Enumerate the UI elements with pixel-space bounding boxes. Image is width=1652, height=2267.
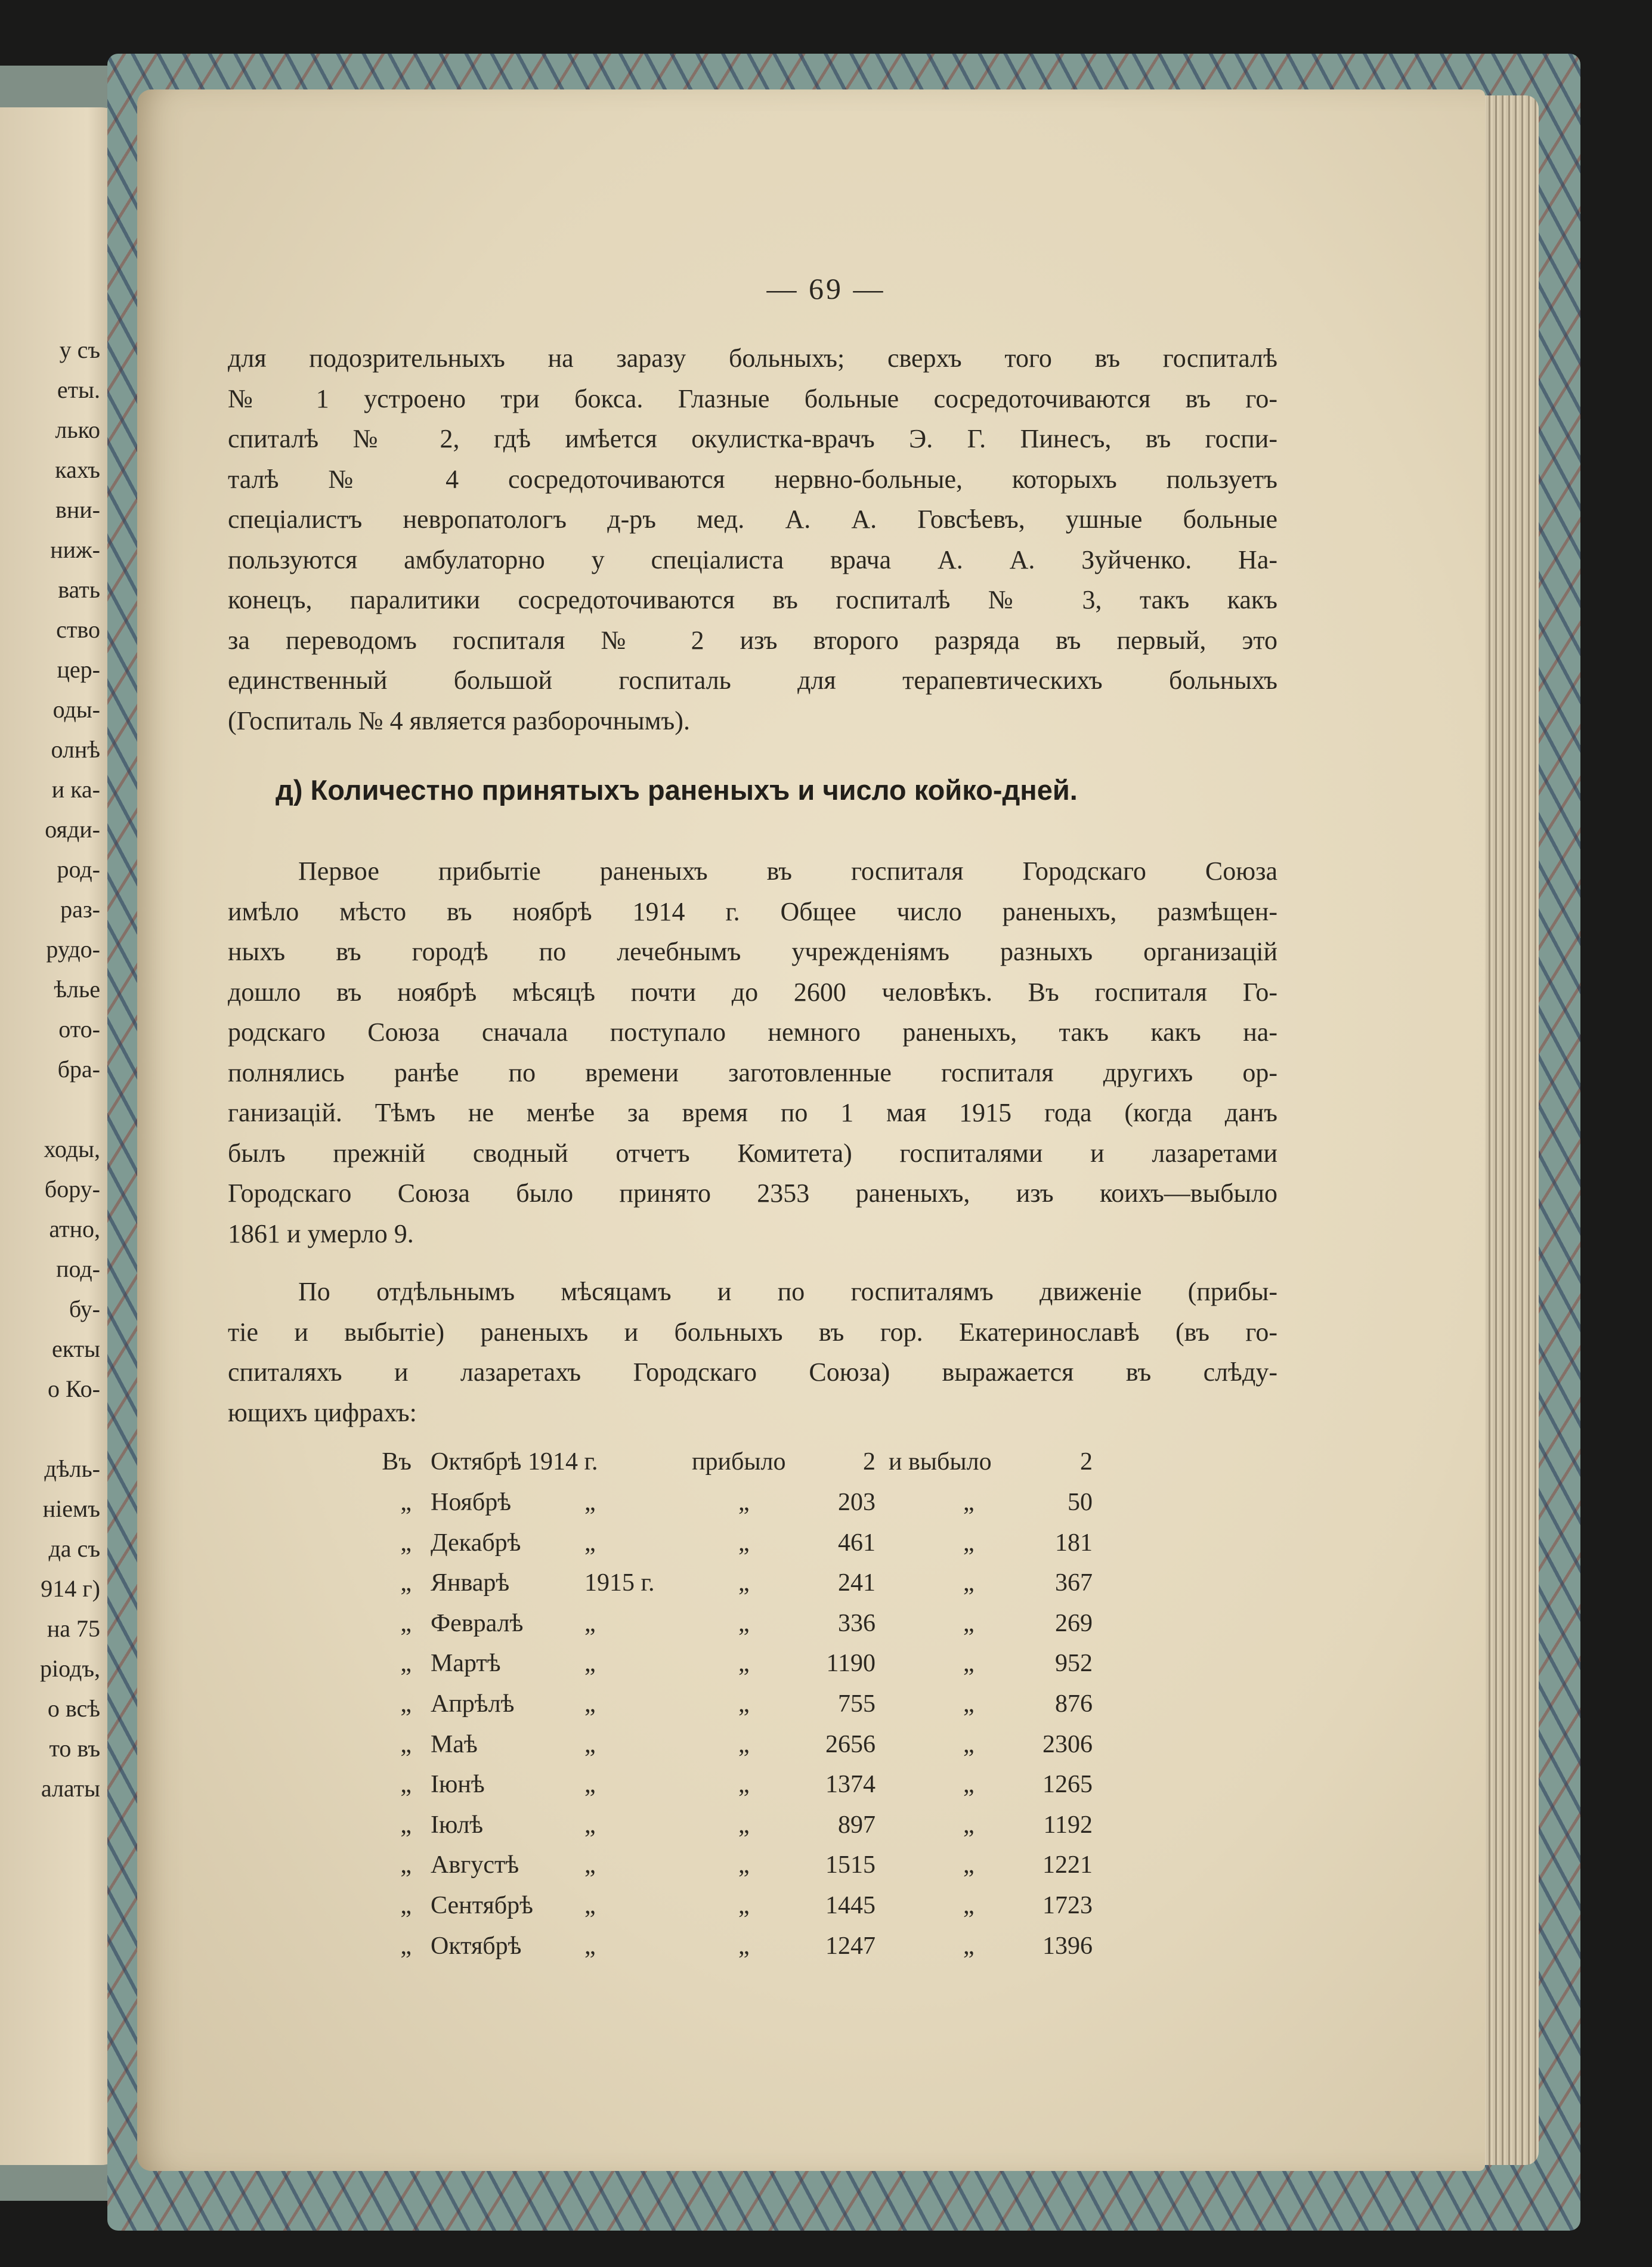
- ditto-mark: „: [400, 1650, 412, 1678]
- ditto-mark: „: [584, 1489, 596, 1516]
- left-page-text-fragment: бу-: [69, 1295, 100, 1322]
- table-row: [0, 1805, 1652, 1845]
- text-line: 1861 и умерло 9.: [228, 1218, 414, 1248]
- table-row: [0, 1523, 1652, 1563]
- table-row: [0, 1725, 1652, 1764]
- left-page-text-fragment: да съ: [48, 1535, 100, 1562]
- departed-value: 50: [1068, 1489, 1093, 1516]
- left-page-text-fragment: у съ: [59, 336, 100, 363]
- ditto-mark: „: [738, 1811, 750, 1839]
- arrived-value: 1445: [825, 1892, 876, 1919]
- ditto-mark: „: [400, 1489, 412, 1516]
- departed-value: 1221: [1042, 1851, 1093, 1879]
- ditto-mark: „: [584, 1609, 596, 1637]
- left-page-text-fragment: екты: [51, 1335, 100, 1362]
- table-month: Январѣ: [431, 1569, 510, 1597]
- arrived-value: 461: [838, 1529, 876, 1557]
- text-line: ныхъ въ городѣ по лечебнымъ учрежденіямъ разныхъ организацій: [228, 937, 1277, 966]
- text-line: ющихъ цифрахъ:: [228, 1397, 417, 1427]
- table-row: [0, 1604, 1652, 1643]
- ditto-mark: „: [400, 1730, 412, 1758]
- left-page-text-fragment: и ка-: [51, 776, 100, 803]
- text-line: пользуются амбулаторно у спеціалиста врача А. А. Зуйченко. На-: [228, 545, 1277, 574]
- table-month: Февралѣ: [431, 1609, 524, 1637]
- left-page-text-fragment: раз-: [60, 896, 100, 923]
- ditto-mark: „: [584, 1529, 596, 1557]
- text-line: родскаго Союза сначала поступало немного раненыхъ, такъ какъ на-: [228, 1017, 1277, 1047]
- page-number: — 69 —: [766, 272, 886, 305]
- departed-value: 2306: [1042, 1730, 1093, 1758]
- ditto-mark: „: [963, 1811, 975, 1839]
- left-page-text-fragment: на 75: [47, 1615, 100, 1642]
- text-line: за переводомъ госпиталя № 2 изъ второго разряда въ первый, это: [228, 625, 1277, 655]
- ditto-mark: „: [738, 1932, 750, 1960]
- table-month: Октябрѣ 1914 г.: [431, 1448, 598, 1476]
- left-page-text-fragment: о всѣ: [47, 1695, 100, 1722]
- text-line: По отдѣльнымъ мѣсяцамъ и по госпиталямъ движеніе (прибы-: [298, 1277, 1277, 1306]
- ditto-mark: „: [738, 1489, 750, 1516]
- left-page-text-fragment: оды-: [52, 696, 100, 723]
- table-month: Сентябрѣ: [431, 1892, 533, 1919]
- ditto-mark: „: [963, 1932, 975, 1960]
- table-month: Мартѣ: [431, 1650, 501, 1678]
- left-page-text-fragment: цер-: [57, 656, 100, 683]
- left-page-text-fragment: 914 г): [41, 1575, 100, 1602]
- departed-value: 269: [1055, 1609, 1093, 1637]
- text-line: спеціалистъ невропатологъ д-ръ мед. А. А. Говсѣевъ, ушные больные: [228, 505, 1277, 534]
- text-line: тіе и выбытіе) раненыхъ и больныхъ въ гор. Екатеринославѣ (въ го-: [228, 1317, 1277, 1347]
- section-heading: д) Количестно принятыхъ раненыхъ и число койко-дней.: [276, 774, 1078, 806]
- left-page-text-fragment: дѣль-: [44, 1455, 100, 1482]
- text-line: Городскаго Союза было принято 2353 раненыхъ, изъ коихъ—выбыло: [228, 1179, 1277, 1208]
- left-page-text-fragment: бра-: [57, 1056, 100, 1083]
- left-page-text-fragment: вать: [58, 576, 100, 603]
- left-page-text-fragment: ніемъ: [42, 1495, 100, 1522]
- text-line: Первое прибытіе раненыхъ въ госпиталя Городскаго Союза: [298, 856, 1277, 886]
- left-page-text-fragment: лько: [55, 416, 100, 443]
- left-page-text-fragment: атно,: [49, 1216, 100, 1242]
- arrived-value: 1374: [825, 1771, 876, 1799]
- left-page-text-fragment: под-: [56, 1255, 100, 1282]
- ditto-mark: „: [584, 1771, 596, 1799]
- ditto-mark: „: [963, 1569, 975, 1597]
- arrived-value: 2: [863, 1448, 876, 1476]
- text-line: талѣ № 4 сосредоточиваются нервно-больные, которыхъ пользуетъ: [228, 464, 1277, 494]
- arrived-label: прибыло: [692, 1448, 786, 1476]
- arrived-value: 897: [838, 1811, 876, 1839]
- ditto-mark: „: [963, 1771, 975, 1799]
- text-line: единственный большой госпиталь для терапевтическихъ больныхъ: [228, 666, 1277, 695]
- departed-value: 367: [1055, 1569, 1093, 1597]
- ditto-mark: „: [584, 1932, 596, 1960]
- table-row: [0, 1886, 1652, 1925]
- arrived-value: 241: [838, 1569, 876, 1597]
- ditto-mark: „: [963, 1730, 975, 1758]
- left-page-text-fragment: вни-: [55, 496, 100, 523]
- table-row: [0, 1845, 1652, 1885]
- ditto-mark: „: [400, 1771, 412, 1799]
- left-page-text-fragment: рудо-: [46, 936, 100, 963]
- left-page-text-fragment: кахъ: [55, 456, 100, 483]
- left-page-text-fragment: ниж-: [50, 536, 100, 563]
- text-line: конецъ, паралитики сосредоточиваются въ госпиталѣ № 3, такъ какъ: [228, 585, 1277, 614]
- left-page-text-fragment: еты.: [57, 376, 100, 403]
- ditto-mark: „: [584, 1811, 596, 1839]
- left-page-text-fragment: ѣлье: [54, 976, 100, 1003]
- text-line: полнялись ранѣе по времени заготовленные госпиталя другихъ ор-: [228, 1057, 1277, 1087]
- table-row: [0, 1926, 1652, 1966]
- left-page-text-fragment: ріодъ,: [40, 1655, 100, 1682]
- ditto-mark: „: [963, 1851, 975, 1879]
- table-month: Іюнѣ: [431, 1771, 485, 1799]
- ditto-mark: „: [400, 1851, 412, 1879]
- ditto-mark: „: [963, 1609, 975, 1637]
- left-page-text-fragment: ояди-: [45, 816, 100, 843]
- ditto-mark: „: [738, 1529, 750, 1557]
- table-row: [0, 1644, 1652, 1683]
- ditto-mark: „: [738, 1851, 750, 1879]
- arrived-value: 203: [838, 1489, 876, 1516]
- ditto-mark: „: [400, 1811, 412, 1839]
- left-page-text-fragment: алаты: [41, 1775, 100, 1802]
- text-line: дошло въ ноябрѣ мѣсяцѣ почти до 2600 человѣкъ. Въ госпиталя Го-: [228, 977, 1277, 1007]
- table-month: Ноябрѣ: [431, 1489, 512, 1516]
- ditto-mark: „: [584, 1730, 596, 1758]
- table-row: [0, 1563, 1652, 1603]
- ditto-mark: „: [738, 1690, 750, 1718]
- ditto-mark: „: [400, 1892, 412, 1919]
- table-month: Августѣ: [431, 1851, 519, 1879]
- left-page-text-fragment: то въ: [49, 1735, 100, 1762]
- ditto-mark: „: [738, 1650, 750, 1678]
- ditto-mark: „: [963, 1650, 975, 1678]
- ditto-mark: „: [400, 1690, 412, 1718]
- ditto-mark: „: [584, 1650, 596, 1678]
- left-page-text-fragment: ото-: [58, 1016, 100, 1043]
- ditto-mark: „: [963, 1489, 975, 1516]
- ditto-mark: „: [738, 1609, 750, 1637]
- arrived-value: 755: [838, 1690, 876, 1718]
- ditto-mark: „: [400, 1529, 412, 1557]
- ditto-mark: „: [400, 1932, 412, 1960]
- left-page-text-fragment: род-: [57, 856, 100, 883]
- table-year: 1915 г.: [584, 1569, 655, 1597]
- arrived-value: 1190: [826, 1650, 876, 1678]
- text-line: для подозрительныхъ на заразу больныхъ; сверхъ того въ госпиталѣ: [228, 344, 1277, 373]
- table-month: Декабрѣ: [431, 1529, 521, 1557]
- departed-label: и выбыло: [889, 1448, 992, 1476]
- table-month: Маѣ: [431, 1730, 478, 1758]
- departed-value: 1192: [1043, 1811, 1093, 1839]
- ditto-mark: „: [400, 1569, 412, 1597]
- ditto-mark: „: [963, 1529, 975, 1557]
- arrived-value: 1247: [825, 1932, 876, 1960]
- left-page-text-fragment: о Ко-: [47, 1375, 100, 1402]
- ditto-mark: „: [584, 1892, 596, 1919]
- ditto-mark: „: [963, 1690, 975, 1718]
- text-line: ганизацій. Тѣмъ не менѣе за время по 1 мая 1915 года (когда данъ: [228, 1098, 1277, 1127]
- ditto-mark: „: [738, 1771, 750, 1799]
- departed-value: 876: [1055, 1690, 1093, 1718]
- departed-value: 1723: [1042, 1892, 1093, 1919]
- arrived-value: 1515: [825, 1851, 876, 1879]
- left-page-text-fragment: бору-: [44, 1176, 100, 1202]
- left-page-text-fragment: ство: [56, 616, 100, 643]
- table-row: [0, 1765, 1652, 1804]
- table-prefix: Въ: [382, 1448, 412, 1476]
- ditto-mark: „: [738, 1892, 750, 1919]
- table-row: [0, 1442, 1652, 1482]
- departed-value: 1396: [1042, 1932, 1093, 1960]
- departed-value: 952: [1055, 1650, 1093, 1678]
- ditto-mark: „: [738, 1569, 750, 1597]
- text-line: былъ прежній сводный отчетъ Комитета) госпиталями и лазаретами: [228, 1138, 1277, 1168]
- text-line: спиталяхъ и лазаретахъ Городскаго Союза) выражается въ слѣду-: [228, 1357, 1277, 1387]
- text-line: (Госпиталь № 4 является разборочнымъ).: [228, 706, 690, 735]
- departed-value: 1265: [1042, 1771, 1093, 1799]
- table-month: Іюлѣ: [431, 1811, 484, 1839]
- arrived-value: 2656: [825, 1730, 876, 1758]
- table-row: [0, 1483, 1652, 1522]
- ditto-mark: „: [584, 1690, 596, 1718]
- table-row: [0, 1684, 1652, 1724]
- left-page-text-fragment: олнѣ: [51, 736, 100, 763]
- table-month: Октябрѣ: [431, 1932, 522, 1960]
- ditto-mark: „: [963, 1892, 975, 1919]
- text-line: № 1 устроено три бокса. Глазные больные сосредоточиваются въ го-: [228, 383, 1277, 413]
- text-line: спиталѣ № 2, гдѣ имѣется окулистка-врачъ Э. Г. Пинесъ, въ госпи-: [228, 424, 1277, 453]
- text-line: имѣло мѣсто въ ноябрѣ 1914 г. Общее число раненыхъ, размѣщен-: [228, 896, 1277, 926]
- departed-value: 181: [1055, 1529, 1093, 1557]
- ditto-mark: „: [584, 1851, 596, 1879]
- table-month: Апрѣлѣ: [431, 1690, 515, 1718]
- ditto-mark: „: [738, 1730, 750, 1758]
- ditto-mark: „: [400, 1609, 412, 1637]
- departed-value: 2: [1080, 1448, 1093, 1476]
- left-page-text-fragment: ходы,: [44, 1136, 100, 1162]
- arrived-value: 336: [838, 1609, 876, 1637]
